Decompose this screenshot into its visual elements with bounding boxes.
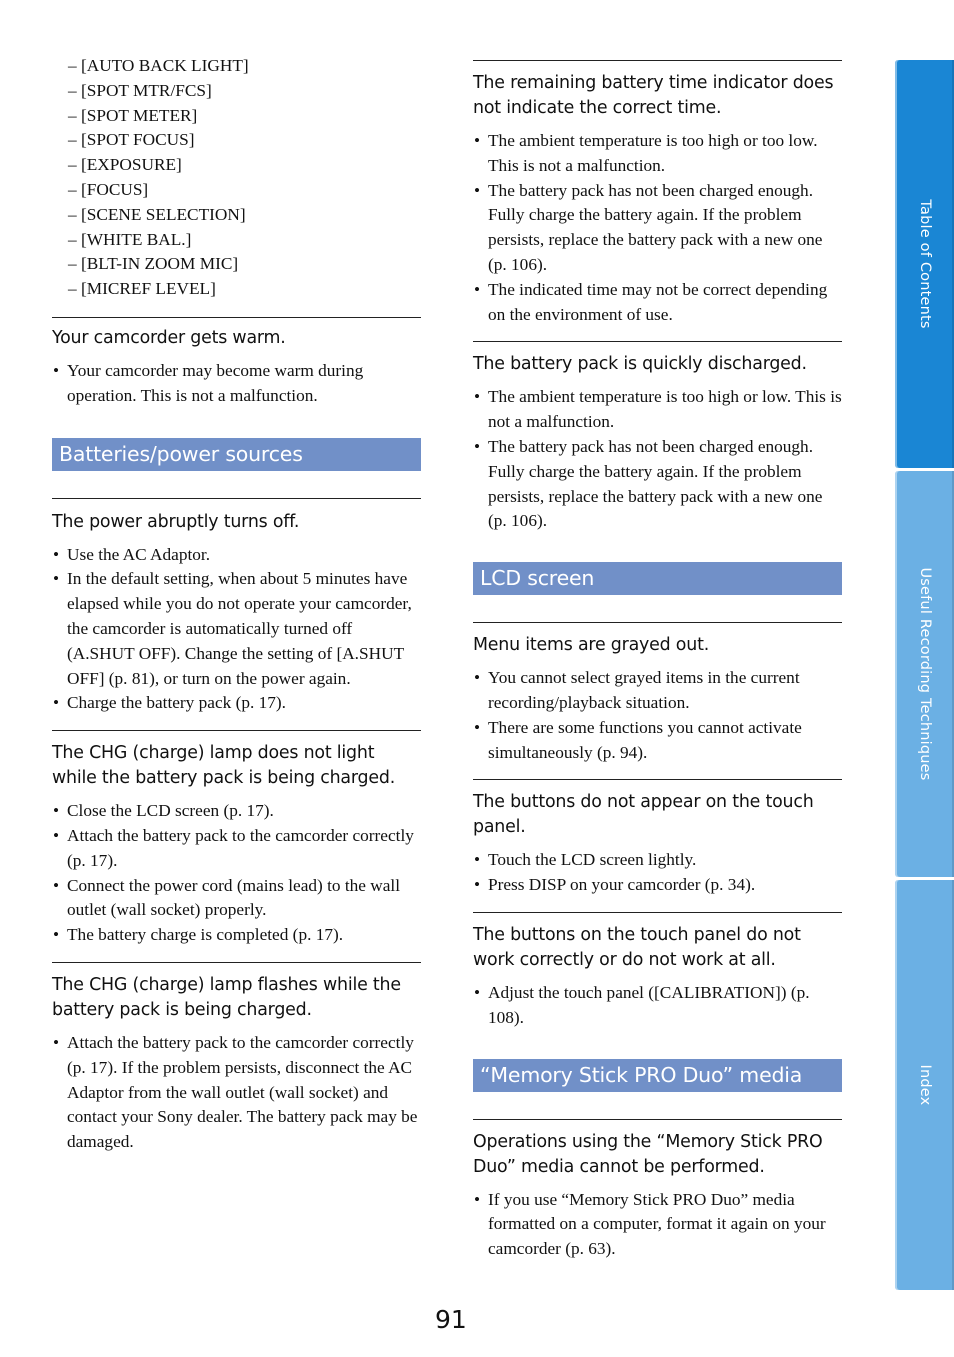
tab-label: Table of Contents xyxy=(916,199,933,329)
left-column xyxy=(52,0,421,1155)
answer-item: • In the default setting, when about 5 minutes have elapsed while you do not operate your camcorder, the camcorder is automatically turned off (A.SHUT OFF). Change the setting of [A.SHUT OFF] (p. 81), or turn on the power again. xyxy=(52,567,421,691)
tab-label: Useful Recording Techniques xyxy=(916,567,933,781)
answer-list xyxy=(473,129,842,327)
answer-list xyxy=(52,359,421,409)
right-column xyxy=(473,0,842,1262)
answer-item: • The battery pack has not been charged enough. Fully charge the battery again. If the problem persists, replace the battery pack with a new one (p. 106). xyxy=(473,179,842,278)
answer-item: • Close the LCD screen (p. 17). xyxy=(52,799,421,824)
list-item: – [AUTO BACK LIGHT] xyxy=(68,54,421,79)
answer-item: • The ambient temperature is too high or too low. This is not a malfunction. xyxy=(473,129,842,179)
answer-item: • Connect the power cord (mains lead) to the wall outlet (wall socket) properly. xyxy=(52,874,421,924)
section-header: “Memory Stick PRO Duo” media xyxy=(473,1059,842,1092)
list-item: – [EXPOSURE] xyxy=(68,153,421,178)
page-number: 91 xyxy=(435,1305,467,1334)
answer-item: • There are some functions you cannot activate simultaneously (p. 94). xyxy=(473,716,842,766)
list-item: – [SPOT MTR/FCS] xyxy=(68,79,421,104)
answer-list xyxy=(473,981,842,1031)
answer-list xyxy=(52,543,421,717)
side-tab-bar xyxy=(895,60,954,1290)
answer-item: • The indicated time may not be correct depending on the environment of use. xyxy=(473,278,842,328)
answer-item: • If you use “Memory Stick PRO Duo” media formatted on a computer, format it again on your camcorder (p. 63). xyxy=(473,1188,842,1262)
answer-list xyxy=(473,848,842,898)
answer-item: • Use the AC Adaptor. xyxy=(52,543,421,568)
question-heading: The battery pack is quickly discharged. xyxy=(473,354,807,375)
tab-table-of-contents[interactable] xyxy=(895,60,954,468)
answer-list xyxy=(473,666,842,765)
list-item: – [SPOT FOCUS] xyxy=(68,128,421,153)
question-heading: The remaining battery time indicator does not indicate the correct time. xyxy=(473,73,834,118)
answer-item: • The battery charge is completed (p. 17). xyxy=(52,923,421,948)
answer-item: • Press DISP on your camcorder (p. 34). xyxy=(473,873,842,898)
list-item: – [MICREF LEVEL] xyxy=(68,277,421,302)
list-item: – [BLT-IN ZOOM MIC] xyxy=(68,252,421,277)
question-heading: Menu items are grayed out. xyxy=(473,635,710,656)
question-heading: The power abruptly turns off. xyxy=(52,511,300,532)
answer-item: • The battery pack has not been charged enough. Fully charge the battery again. If the problem persists, replace the battery pack with a new one (p. 106). xyxy=(473,435,842,534)
answer-list xyxy=(52,799,421,948)
tab-useful-recording-techniques[interactable] xyxy=(895,471,954,877)
answer-list xyxy=(473,385,842,534)
answer-item: • Touch the LCD screen lightly. xyxy=(473,848,842,873)
answer-item: • Attach the battery pack to the camcorder correctly (p. 17). xyxy=(52,824,421,874)
question-heading: The CHG (charge) lamp does not light while the battery pack is being charged. xyxy=(52,743,396,789)
section-header: LCD screen xyxy=(473,562,842,595)
answer-list xyxy=(52,1031,421,1155)
question-heading: Your camcorder gets warm. xyxy=(52,327,286,348)
question-heading: The CHG (charge) lamp flashes while the battery pack is being charged. xyxy=(52,974,401,1020)
answer-item: • You cannot select grayed items in the current recording/playback situation. xyxy=(473,666,842,716)
list-item: – [SCENE SELECTION] xyxy=(68,203,421,228)
exposure-item-list xyxy=(52,54,421,302)
question-heading: Operations using the “Memory Stick PRO Duo” media cannot be performed. xyxy=(473,1131,823,1177)
tab-label: Index xyxy=(916,1064,933,1106)
answer-item: • Attach the battery pack to the camcorder correctly (p. 17). If the problem persists, disconnect the AC Adaptor from the wall outlet (wall socket) and contact your Sony dealer. The battery pack may be damaged. xyxy=(52,1031,421,1155)
tab-index[interactable] xyxy=(895,880,954,1290)
question-heading: The buttons do not appear on the touch panel. xyxy=(473,792,814,838)
list-item: – [FOCUS] xyxy=(68,178,421,203)
answer-list xyxy=(473,1188,842,1262)
answer-item: • Charge the battery pack (p. 17). xyxy=(52,691,421,716)
answer-item: • Adjust the touch panel ([CALIBRATION]) (p. 108). xyxy=(473,981,842,1031)
list-item: – [SPOT METER] xyxy=(68,104,421,129)
section-header: Batteries/power sources xyxy=(52,438,421,471)
list-item: – [WHITE BAL.] xyxy=(68,228,421,253)
answer-item: • Your camcorder may become warm during operation. This is not a malfunction. xyxy=(52,359,421,409)
answer-item: • The ambient temperature is too high or low. This is not a malfunction. xyxy=(473,385,842,435)
question-heading: The buttons on the touch panel do not work correctly or do not work at all. xyxy=(473,924,801,970)
